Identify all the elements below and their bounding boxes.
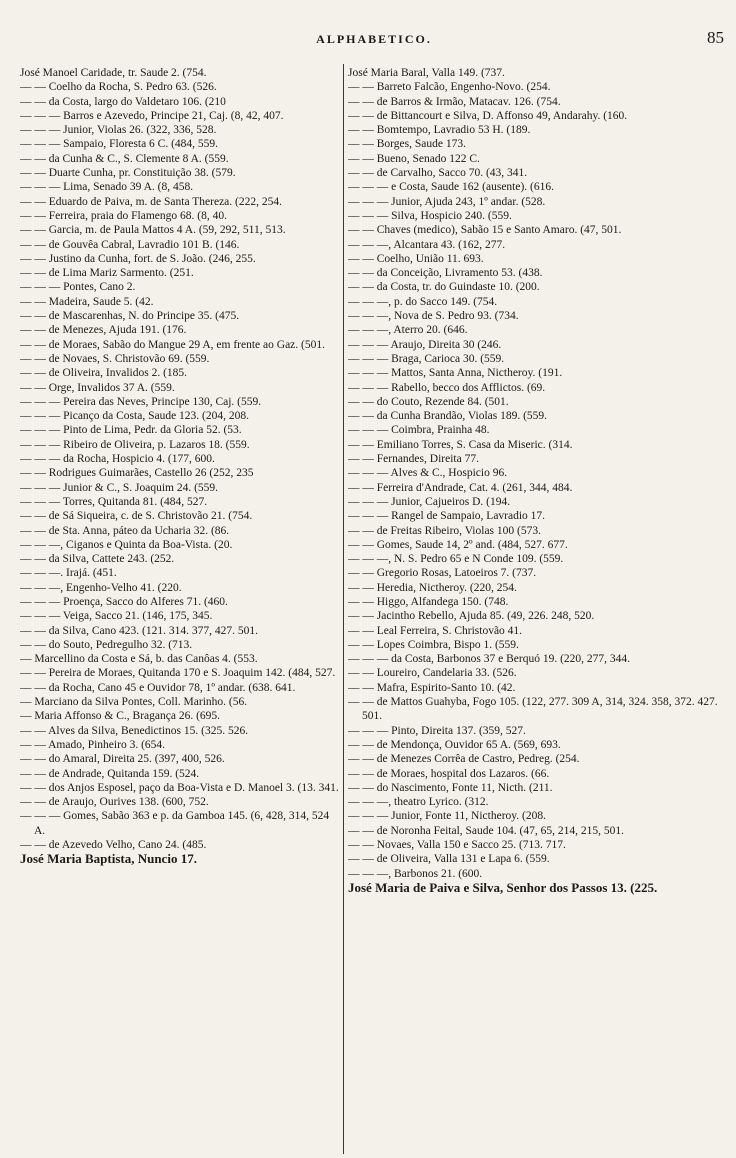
directory-entry: — — Emiliano Torres, S. Casa da Miseric. (314. bbox=[348, 438, 573, 451]
directory-entry: — — Barreto Falcão, Engenho-Novo. (254. bbox=[348, 81, 551, 94]
directory-entry: — — de Araujo, Ourives 138. (600, 752. bbox=[20, 796, 209, 809]
page-header bbox=[24, 28, 724, 52]
directory-entry: — — da Cunha & C., S. Clemente 8 A. (559. bbox=[20, 152, 229, 165]
directory-entry: — — — Ribeiro de Oliveira, p. Lazaros 18. (559. bbox=[20, 438, 250, 451]
directory-entry: — — — Lima, Senado 39 A. (8, 458. bbox=[20, 181, 194, 194]
directory-entry: — — Rodrigues Guimarães, Castello 26 (252, 235 bbox=[20, 467, 254, 480]
directory-entry: — — Orge, Invalidos 37 A. (559. bbox=[20, 381, 175, 394]
directory-entry: — — do Nascimento, Fonte 11, Nicth. (211. bbox=[348, 781, 553, 794]
directory-entry: — — Chaves (medico), Sabão 15 e Santo Amaro. (47, 501. bbox=[348, 224, 622, 237]
directory-entry: — — — Junior, Ajuda 243, 1º andar. (528. bbox=[348, 195, 546, 208]
directory-entry: — — Mafra, Espirito-Santo 10. (42. bbox=[348, 681, 516, 694]
directory-entry: — Maria Affonso & C., Bragança 26. (695. bbox=[20, 710, 221, 723]
directory-entry: — — de Mascarenhas, N. do Principe 35. (475. bbox=[20, 310, 240, 323]
directory-entry: — — —, Engenho-Velho 41. (220. bbox=[20, 581, 182, 594]
directory-entry: — — de Menezes, Ajuda 191. (176. bbox=[20, 324, 187, 337]
directory-entry: — — — Pereira das Neves, Principe 130, Caj. (559. bbox=[20, 395, 262, 408]
directory-entry: — — — Picanço da Costa, Saude 123. (204, 208. bbox=[20, 410, 250, 423]
directory-entry: — — da Rocha, Cano 45 e Ouvidor 78, 1º andar. (638. 641. bbox=[20, 681, 296, 694]
directory-entry: José Maria Baral, Valla 149. (737. bbox=[348, 67, 505, 79]
directory-entry: — — Madeira, Saude 5. (42. bbox=[20, 295, 154, 308]
directory-entry: — — de Mendonça, Ouvidor 65 A. (569, 693. bbox=[348, 738, 561, 751]
directory-entry: — — de Carvalho, Sacco 70. (43, 341. bbox=[348, 167, 528, 180]
directory-entry: — — — Torres, Quitanda 81. (484, 527. bbox=[20, 495, 208, 508]
directory-entry: — — —, p. do Sacco 149. (754. bbox=[348, 295, 498, 308]
directory-entry: — — —, N. S. Pedro 65 e N Conde 109. (559. bbox=[348, 553, 564, 566]
running-title: ALPHABETICO. bbox=[316, 32, 432, 46]
directory-entry: — — — Alves & C., Hospicio 96. bbox=[348, 467, 508, 480]
directory-entry: — — de Moraes, Sabão do Mangue 29 A, em frente ao Gaz. (501. bbox=[20, 338, 325, 351]
directory-entry: — — de Barros & Irmão, Matacav. 126. (754. bbox=[348, 95, 561, 108]
directory-entry: — — — Mattos, Santa Anna, Nictheroy. (191. bbox=[348, 367, 563, 380]
directory-entry: — Marcellino da Costa e Sá, b. das Canôas 4. (553. bbox=[20, 653, 258, 666]
directory-entry: — — de Oliveira, Invalidos 2. (185. bbox=[20, 367, 188, 380]
directory-entry: — — do Couto, Rezende 84. (501. bbox=[348, 395, 509, 408]
directory-entry: — — — Rangel de Sampaio, Lavradio 17. bbox=[348, 510, 546, 523]
directory-entry: — — Higgo, Alfandega 150. (748. bbox=[348, 595, 509, 608]
directory-entry: — — — Rabello, becco dos Afflictos. (69. bbox=[348, 381, 546, 394]
directory-entry: — — Gregorio Rosas, Latoeiros 7. (737. bbox=[348, 567, 537, 580]
directory-entry: — — da Silva, Cano 423. (121. 314. 377, 427. 501. bbox=[20, 624, 258, 637]
directory-entry: — — de Freitas Ribeiro, Violas 100 (573. bbox=[348, 524, 541, 537]
directory-entry: — — dos Anjos Esposel, paço da Boa-Vista e D. Manoel 3. (13. 341. bbox=[20, 781, 339, 794]
directory-entry: — — de Lima Mariz Sarmento. (251. bbox=[20, 267, 194, 280]
directory-entry: — — — Proença, Sacco do Alferes 71. (460. bbox=[20, 595, 228, 608]
directory-entry: — — — Junior & C., S. Joaquim 24. (559. bbox=[20, 481, 219, 494]
directory-entry: — — — Coimbra, Prainha 48. bbox=[348, 424, 490, 437]
page-number: 85 bbox=[707, 28, 724, 47]
directory-entry: — — de Oliveira, Valla 131 e Lapa 6. (559. bbox=[348, 853, 550, 866]
directory-entry: — — Pereira de Moraes, Quitanda 170 e S. Joaquim 142. (484, 527. bbox=[20, 667, 336, 680]
column-divider bbox=[343, 64, 344, 1154]
directory-entry: — — —, Ciganos e Quinta da Boa-Vista. (20. bbox=[20, 538, 233, 551]
directory-entry: — — de Mattos Guahyba, Fogo 105. (122, 277. 309 A, 314, 324. 358, 372. 427. 501. bbox=[348, 696, 718, 723]
directory-entry: — — Leal Ferreira, S. Christovão 41. bbox=[348, 624, 523, 637]
directory-entry: — — — Barros e Azevedo, Principe 21, Caj. (8, 42, 407. bbox=[20, 109, 284, 122]
directory-entry: — — —, Barbonos 21. (600. bbox=[348, 867, 483, 880]
directory-entry: — — de Noronha Feital, Saude 104. (47, 65, 214, 215, 501. bbox=[348, 824, 624, 837]
directory-entry: — — da Costa, largo do Valdetaro 106. (210 bbox=[20, 95, 226, 108]
directory-entry: — — — Gomes, Sabão 363 e p. da Gamboa 145. (6, 428, 314, 524 A. bbox=[20, 810, 330, 837]
directory-entry: — — Amado, Pinheiro 3. (654. bbox=[20, 738, 166, 751]
directory-entry: — — de Menezes Corrêa de Castro, Pedreg. (254. bbox=[348, 753, 580, 766]
directory-entry: — — Ferreira d'Andrade, Cat. 4. (261, 344, 484. bbox=[348, 481, 573, 494]
directory-entry: — — —, Nova de S. Pedro 93. (734. bbox=[348, 310, 519, 323]
directory-entry: — — — Junior, Cajueiros D. (194. bbox=[348, 495, 511, 508]
directory-entry: — — da Conceição, Livramento 53. (438. bbox=[348, 267, 543, 280]
directory-entry: — — Garcia, m. de Paula Mattos 4 A. (59, 292, 511, 513. bbox=[20, 224, 286, 237]
directory-entry: — — — Pinto de Lima, Pedr. da Gloria 52. (53. bbox=[20, 424, 242, 437]
directory-entry: — Marciano da Silva Pontes, Coll. Marinho. (56. bbox=[20, 696, 248, 709]
directory-entry: — — Gomes, Saude 14, 2º and. (484, 527. 677. bbox=[348, 538, 568, 551]
directory-entry: — — — Braga, Carioca 30. (559. bbox=[348, 352, 505, 365]
directory-entry: — — — Pontes, Cano 2. bbox=[20, 281, 136, 294]
directory-entry: — — de Gouvêa Cabral, Lavradio 101 B. (146. bbox=[20, 238, 240, 251]
directory-entry: — — Eduardo de Paiva, m. de Santa Thereza. (222, 254. bbox=[20, 195, 282, 208]
directory-entry: — — de Sá Siqueira, c. de S. Christovão 21. (754. bbox=[20, 510, 253, 523]
directory-entry: — — da Silva, Cattete 243. (252. bbox=[20, 553, 175, 566]
directory-entry: — — do Amaral, Direita 25. (397, 400, 526. bbox=[20, 753, 225, 766]
directory-entry: — — de Azevedo Velho, Cano 24. (485. bbox=[20, 839, 207, 852]
directory-entry: — — Heredia, Nictheroy. (220, 254. bbox=[348, 581, 517, 594]
left-column bbox=[20, 66, 342, 867]
directory-entry: — — — Junior, Violas 26. (322, 336, 528. bbox=[20, 124, 217, 137]
directory-entry: José Maria de Paiva e Silva, Senhor dos Passos 13. (225. bbox=[348, 880, 658, 895]
directory-entry: José Manoel Caridade, tr. Saude 2. (754. bbox=[20, 67, 207, 79]
directory-entry: — — de Bittancourt e Silva, D. Affonso 49, Andarahy. (160. bbox=[348, 109, 628, 122]
directory-entry: — — Coelho da Rocha, S. Pedro 63. (526. bbox=[20, 81, 217, 94]
directory-entry: — — — e Costa, Saude 162 (ausente). (616. bbox=[348, 181, 555, 194]
directory-entry: — — Justino da Cunha, fort. de S. João. (246, 255. bbox=[20, 252, 256, 265]
directory-entry: — — — Araujo, Direita 30 (246. bbox=[348, 338, 502, 351]
directory-entry: — — —, theatro Lyrico. (312. bbox=[348, 796, 489, 809]
directory-entry: — — de Sta. Anna, páteo da Ucharia 32. (86. bbox=[20, 524, 230, 537]
directory-entry: — — Jacintho Rebello, Ajuda 85. (49, 226. 248, 520. bbox=[348, 610, 595, 623]
directory-entry: — — —, Alcantara 43. (162, 277. bbox=[348, 238, 506, 251]
directory-entry: — — da Cunha Brandão, Violas 189. (559. bbox=[348, 410, 548, 423]
directory-entry: — — — Junior, Fonte 11, Nictheroy. (208. bbox=[348, 810, 546, 823]
directory-entry: — — Borges, Saude 173. bbox=[348, 138, 466, 151]
directory-entry: — — — Veiga, Sacco 21. (146, 175, 345. bbox=[20, 610, 213, 623]
directory-entry: — — — Sampaio, Floresta 6 C. (484, 559. bbox=[20, 138, 219, 151]
directory-entry: — — Fernandes, Direita 77. bbox=[348, 453, 479, 466]
directory-entry: José Maria Baptista, Nuncio 17. bbox=[20, 852, 197, 867]
directory-entry: — — Duarte Cunha, pr. Constituição 38. (579. bbox=[20, 167, 236, 180]
directory-entry: — — de Novaes, S. Christovão 69. (559. bbox=[20, 352, 210, 365]
directory-entry: — — Loureiro, Candelaria 33. (526. bbox=[348, 667, 517, 680]
directory-entry: — — Lopes Coimbra, Bispo 1. (559. bbox=[348, 638, 519, 651]
directory-entry: — — —, Aterro 20. (646. bbox=[348, 324, 468, 337]
directory-entry: — — — Pinto, Direita 137. (359, 527. bbox=[348, 724, 526, 737]
directory-entry: — — — da Rocha, Hospicio 4. (177, 600. bbox=[20, 453, 215, 466]
directory-entry: — — de Andrade, Quitanda 159. (524. bbox=[20, 767, 200, 780]
directory-entry: — — — da Costa, Barbonos 37 e Berquó 19. (220, 277, 344. bbox=[348, 653, 631, 666]
right-column bbox=[348, 66, 724, 895]
directory-entry: — — —. Irajá. (451. bbox=[20, 567, 117, 580]
directory-entry: — — Bueno, Senado 122 C. bbox=[348, 152, 480, 165]
directory-entry: — — Coelho, União 11. 693. bbox=[348, 252, 484, 265]
directory-entry: — — Ferreira, praia do Flamengo 68. (8, 40. bbox=[20, 209, 227, 222]
directory-entry: — — Bomtempo, Lavradio 53 H. (189. bbox=[348, 124, 531, 137]
directory-entry: — — — Silva, Hospicio 240. (559. bbox=[348, 209, 512, 222]
directory-entry: — — Novaes, Valla 150 e Sacco 25. (713. 717. bbox=[348, 839, 566, 852]
directory-entry: — — do Souto, Pedregulho 32. (713. bbox=[20, 638, 193, 651]
directory-entry: — — da Costa, tr. do Guindaste 10. (200. bbox=[348, 281, 540, 294]
directory-entry: — — Alves da Silva, Benedictinos 15. (325. 526. bbox=[20, 724, 249, 737]
directory-entry: — — de Moraes, hospital dos Lazaros. (66. bbox=[348, 767, 550, 780]
